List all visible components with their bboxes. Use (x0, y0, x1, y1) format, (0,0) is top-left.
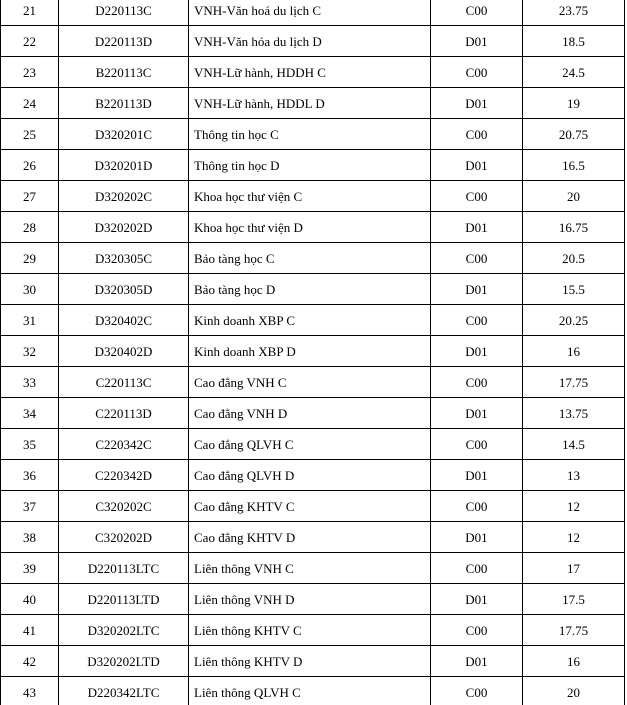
major-code: D320201C (59, 119, 189, 150)
cutoff-score: 20.25 (523, 305, 625, 336)
exam-block: C00 (431, 615, 523, 646)
row-number: 39 (1, 553, 59, 584)
exam-block: C00 (431, 119, 523, 150)
row-number: 43 (1, 677, 59, 705)
major-name: Cao đẳng KHTV D (189, 522, 431, 553)
cutoff-score: 23.75 (523, 0, 625, 26)
row-number: 41 (1, 615, 59, 646)
major-name: VNH-Lữ hành, HDDH C (189, 57, 431, 88)
major-code: D320202LTD (59, 646, 189, 677)
exam-block: C00 (431, 57, 523, 88)
major-code: C220342D (59, 460, 189, 491)
table-row (1, 305, 625, 336)
major-name: Liên thông VNH D (189, 584, 431, 615)
cutoff-score: 20.5 (523, 243, 625, 274)
exam-block: C00 (431, 553, 523, 584)
major-name: Thông tin học D (189, 150, 431, 181)
major-name: Cao đẳng QLVH D (189, 460, 431, 491)
table-row (1, 646, 625, 677)
cutoff-score: 16 (523, 646, 625, 677)
cutoff-score: 20 (523, 181, 625, 212)
cutoff-score: 15.5 (523, 274, 625, 305)
cutoff-score: 17.75 (523, 367, 625, 398)
table-row (1, 584, 625, 615)
table-row (1, 26, 625, 57)
major-name: Bảo tàng học C (189, 243, 431, 274)
major-name: Khoa học thư viện C (189, 181, 431, 212)
exam-block: C00 (431, 677, 523, 705)
row-number: 35 (1, 429, 59, 460)
table-row (1, 367, 625, 398)
table-row (1, 398, 625, 429)
exam-block: D01 (431, 274, 523, 305)
cutoff-score: 17.75 (523, 615, 625, 646)
row-number: 40 (1, 584, 59, 615)
table-row (1, 553, 625, 584)
cutoff-score: 16.75 (523, 212, 625, 243)
table-row (1, 57, 625, 88)
table-row (1, 274, 625, 305)
major-code: C320202D (59, 522, 189, 553)
major-code: D320305C (59, 243, 189, 274)
cutoff-score: 20 (523, 677, 625, 705)
exam-block: C00 (431, 243, 523, 274)
major-name: Liên thông QLVH C (189, 677, 431, 705)
exam-block: C00 (431, 367, 523, 398)
row-number: 34 (1, 398, 59, 429)
major-name: Cao đẳng VNH D (189, 398, 431, 429)
row-number: 22 (1, 26, 59, 57)
row-number: 33 (1, 367, 59, 398)
table-row (1, 336, 625, 367)
exam-block: C00 (431, 0, 523, 26)
cutoff-score: 13 (523, 460, 625, 491)
cutoff-score: 14.5 (523, 429, 625, 460)
major-name: Liên thông VNH C (189, 553, 431, 584)
major-name: Liên thông KHTV C (189, 615, 431, 646)
major-code: D320402C (59, 305, 189, 336)
table-row (1, 150, 625, 181)
cutoff-score: 24.5 (523, 57, 625, 88)
table-body (1, 0, 625, 705)
row-number: 27 (1, 181, 59, 212)
cutoff-score: 13.75 (523, 398, 625, 429)
major-code: C220113C (59, 367, 189, 398)
row-number: 32 (1, 336, 59, 367)
row-number: 36 (1, 460, 59, 491)
exam-block: D01 (431, 150, 523, 181)
cutoff-score: 19 (523, 88, 625, 119)
major-code: D320202LTC (59, 615, 189, 646)
exam-block: C00 (431, 429, 523, 460)
row-number: 21 (1, 0, 59, 26)
major-name: Cao đẳng VNH C (189, 367, 431, 398)
row-number: 38 (1, 522, 59, 553)
table-row (1, 460, 625, 491)
major-code: D320202D (59, 212, 189, 243)
major-name: VNH-Lữ hành, HDDL D (189, 88, 431, 119)
table-row (1, 119, 625, 150)
major-code: D320402D (59, 336, 189, 367)
exam-block: D01 (431, 646, 523, 677)
major-code: C220113D (59, 398, 189, 429)
major-code: D220113LTC (59, 553, 189, 584)
exam-block: D01 (431, 584, 523, 615)
major-name: Bảo tàng học D (189, 274, 431, 305)
cutoff-score: 20.75 (523, 119, 625, 150)
row-number: 29 (1, 243, 59, 274)
row-number: 28 (1, 212, 59, 243)
major-code: B220113D (59, 88, 189, 119)
cutoff-score: 18.5 (523, 26, 625, 57)
table-row (1, 0, 625, 26)
table-row (1, 212, 625, 243)
table-row (1, 243, 625, 274)
major-code: D320202C (59, 181, 189, 212)
major-name: Cao đẳng KHTV C (189, 491, 431, 522)
row-number: 23 (1, 57, 59, 88)
row-number: 25 (1, 119, 59, 150)
exam-block: D01 (431, 522, 523, 553)
exam-block: C00 (431, 305, 523, 336)
major-code: D220342LTC (59, 677, 189, 705)
exam-block: D01 (431, 398, 523, 429)
exam-block: D01 (431, 26, 523, 57)
row-number: 31 (1, 305, 59, 336)
cutoff-score: 16 (523, 336, 625, 367)
row-number: 42 (1, 646, 59, 677)
table-row (1, 88, 625, 119)
exam-block: D01 (431, 460, 523, 491)
cutoff-score: 12 (523, 522, 625, 553)
cutoff-score: 17 (523, 553, 625, 584)
table-row (1, 615, 625, 646)
major-code: D220113LTD (59, 584, 189, 615)
row-number: 24 (1, 88, 59, 119)
major-code: D220113D (59, 26, 189, 57)
major-name: Kinh doanh XBP D (189, 336, 431, 367)
row-number: 30 (1, 274, 59, 305)
row-number: 37 (1, 491, 59, 522)
major-code: B220113C (59, 57, 189, 88)
major-name: Khoa học thư viện D (189, 212, 431, 243)
major-code: D320201D (59, 150, 189, 181)
major-code: C220342C (59, 429, 189, 460)
major-name: Thông tin học C (189, 119, 431, 150)
cutoff-score: 16.5 (523, 150, 625, 181)
major-name: Kinh doanh XBP C (189, 305, 431, 336)
exam-block: D01 (431, 336, 523, 367)
row-number: 26 (1, 150, 59, 181)
major-name: Liên thông KHTV D (189, 646, 431, 677)
cutoff-score: 17.5 (523, 584, 625, 615)
table-row (1, 677, 625, 705)
exam-block: C00 (431, 181, 523, 212)
major-code: C320202C (59, 491, 189, 522)
exam-block: C00 (431, 491, 523, 522)
exam-block: D01 (431, 88, 523, 119)
major-name: Cao đẳng QLVH C (189, 429, 431, 460)
major-code: D220113C (59, 0, 189, 26)
table-row (1, 429, 625, 460)
table-row (1, 522, 625, 553)
cutoff-score: 12 (523, 491, 625, 522)
table-row (1, 181, 625, 212)
major-code: D320305D (59, 274, 189, 305)
exam-block: D01 (431, 212, 523, 243)
table-row (1, 491, 625, 522)
major-name: VNH-Văn hoá du lịch C (189, 0, 431, 26)
major-name: VNH-Văn hóa du lịch D (189, 26, 431, 57)
